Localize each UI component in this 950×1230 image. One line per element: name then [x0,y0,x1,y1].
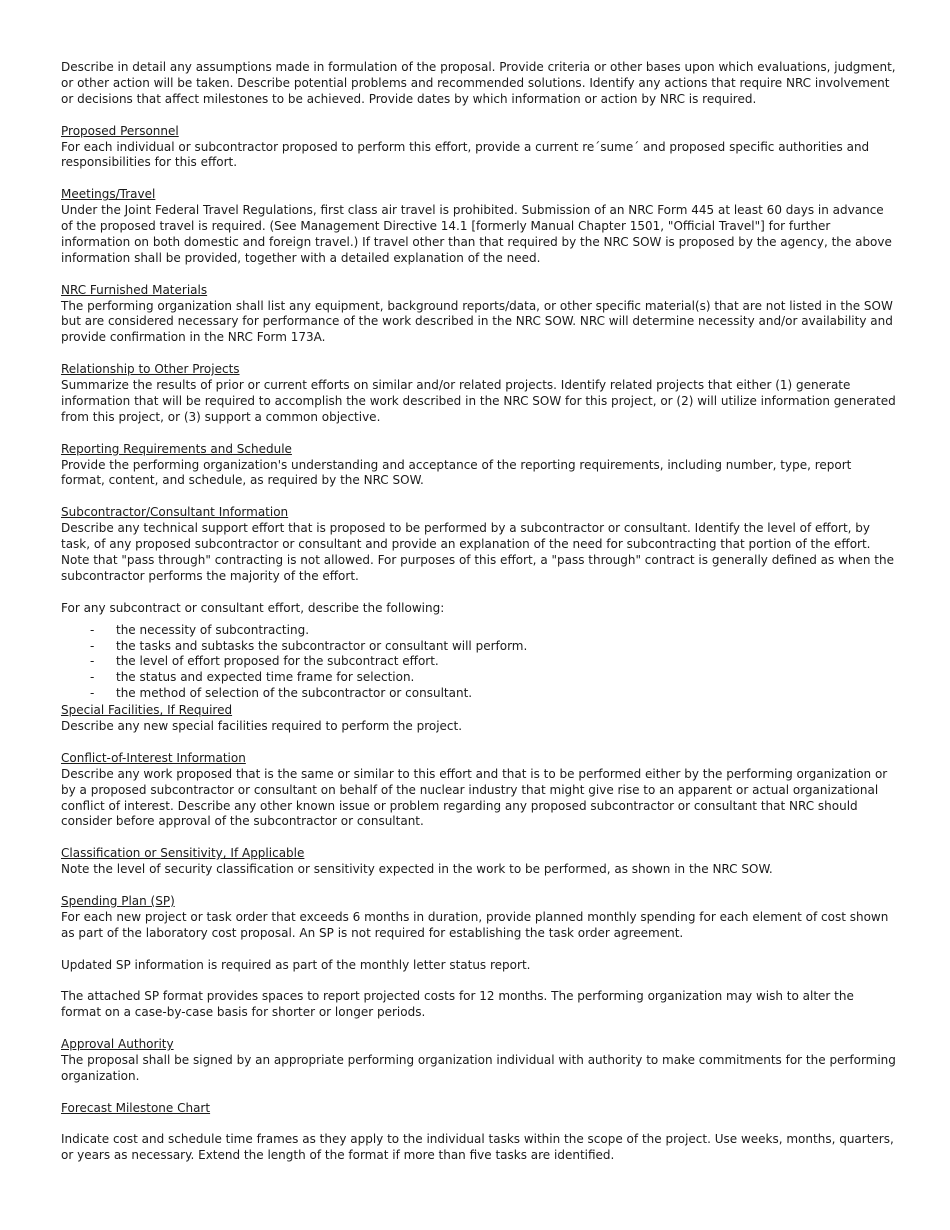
section-body: Describe any new special facilities required to perform the project. [61,719,463,734]
section-nrc-furnished-materials [61,283,897,347]
section-forecast-milestone-chart [61,1101,897,1117]
list-item [61,623,897,639]
section-conflict-of-interest [61,751,897,831]
spending-plan-update-paragraph: Updated SP information is required as part of the monthly letter status report. [61,957,531,972]
section-heading: NRC Furnished Materials [61,282,208,297]
list-item [61,670,897,686]
dash-bullet: - [90,670,95,685]
section-heading: Approval Authority [61,1037,174,1052]
section-heading: Reporting Requirements and Schedule [61,441,292,456]
section-body: The proposal shall be signed by an appropriate performing organization individual with authority to make commitments for the performing organization. [61,1052,896,1083]
section-heading: Meetings/Travel [61,187,156,202]
list-item-text: the level of effort proposed for the subcontract effort. [116,654,439,669]
list-item-text: the status and expected time frame for selection. [116,670,415,685]
section-body: The performing organization shall list any equipment, background reports/data, or other specific material(s) that are not listed in the SOW but are considered necessary for performance of the work described in the NRC SOW. NRC will determine necessity and/or availability and provide confirmation in the NRC Form 173A. [61,298,893,345]
forecast-milestone-body: Indicate cost and schedule time frames as they apply to the individual tasks within the scope of the project. Use weeks, months, quarters, or years as necessary. Extend the length of the format if more than five tasks are identified. [61,1132,894,1163]
section-heading: Conflict-of-Interest Information [61,750,246,765]
subcontract-list-intro: For any subcontract or consultant effort, describe the following: [61,600,445,615]
dash-bullet: - [90,622,95,637]
list-item-text: the necessity of subcontracting. [116,622,310,637]
section-proposed-personnel [61,124,897,172]
list-item-text: the method of selection of the subcontractor or consultant. [116,686,473,701]
intro-paragraph: Describe in detail any assumptions made in formulation of the proposal. Provide criteria or other bases upon which evaluations, judgment, or other action will be taken. Describe potential problems and recommended solutions. Identify any actions that require NRC involvement or decisions that affect milestones to be achieved. Provide dates by which information or action by NRC is required. [61,60,896,106]
dash-bullet: - [90,686,95,701]
section-body: Describe any technical support effort that is proposed to be performed by a subcontractor or consultant. Identify the level of effort, by task, of any proposed subcontractor or consultant and provide an explanation of the need for subcontracting that portion of the effort. Note that "pass through" contracting is not allowed. For purposes of this effort, a "pass through" contract is generally defined as when the subcontractor performs the majority of the effort. [61,521,895,583]
section-body: Summarize the results of prior or current efforts on similar and/or related projects. Identify related projects that either (1) generate information that will be required to accomplish the work described in the NRC SOW for this project, or (2) will utilize information generated from this project, or (3) support a common objective. [61,378,896,424]
subcontract-requirements-list [61,623,897,703]
section-body: For each individual or subcontractor proposed to perform this effort, provide a current re´sume´ and proposed specific authorities and responsibilities for this effort. [61,139,870,170]
section-heading: Relationship to Other Projects [61,362,240,377]
list-item-text: the tasks and subtasks the subcontractor or consultant will perform. [116,638,528,653]
section-body: Under the Joint Federal Travel Regulations, first class air travel is prohibited. Submission of an NRC Form 445 at least 60 days in advance of the proposed travel is required. (See Management Directive 14.1 [formerly Manual Chapter 1501, "Official Travel"] for further information on both domestic and foreign travel.) If travel other than that required by the NRC SOW is proposed by the agency, the above information shall be provided, together with a detailed explanation of the need. [61,203,892,265]
dash-bullet: - [90,638,95,653]
section-body: For each new project or task order that exceeds 6 months in duration, provide planned monthly spending for each element of cost shown as part of the laboratory cost proposal. An SP is not required for establishing the task order agreement. [61,909,889,940]
section-heading: Proposed Personnel [61,123,179,138]
section-heading: Classification or Sensitivity, If Applicable [61,846,305,861]
spending-plan-format-paragraph: The attached SP format provides spaces to report projected costs for 12 months. The performing organization may wish to alter the format on a case-by-case basis for shorter or longer periods. [61,989,854,1020]
list-item [61,639,897,655]
section-heading: Subcontractor/Consultant Information [61,505,289,520]
section-classification-sensitivity [61,846,897,878]
section-special-facilities [61,703,897,735]
section-meetings-travel [61,187,897,267]
section-approval-authority [61,1037,897,1085]
section-heading: Forecast Milestone Chart [61,1100,211,1115]
section-spending-plan [61,894,897,942]
section-body: Note the level of security classification or sensitivity expected in the work to be performed, as shown in the NRC SOW. [61,862,773,877]
list-item [61,654,897,670]
section-body: Describe any work proposed that is the same or similar to this effort and that is to be performed either by the performing organization or by a proposed subcontractor or consultant on behalf of the nuclear industry that might give rise to an apparent or actual organizational conflict of interest. Describe any other known issue or problem regarding any proposed subcontractor or consultant that NRC should consider before approval of the subcontractor or consultant. [61,766,888,829]
document-page [61,60,897,1180]
section-reporting-requirements [61,442,897,490]
section-body: Provide the performing organization's understanding and acceptance of the reporting requirements, including number, type, report format, content, and schedule, as required by the NRC SOW. [61,457,852,488]
section-heading: Special Facilities, If Required [61,703,233,718]
section-subcontractor-consultant [61,505,897,585]
section-heading: Spending Plan (SP) [61,893,175,908]
section-relationship-other-projects [61,362,897,426]
dash-bullet: - [90,654,95,669]
list-item [61,686,897,702]
